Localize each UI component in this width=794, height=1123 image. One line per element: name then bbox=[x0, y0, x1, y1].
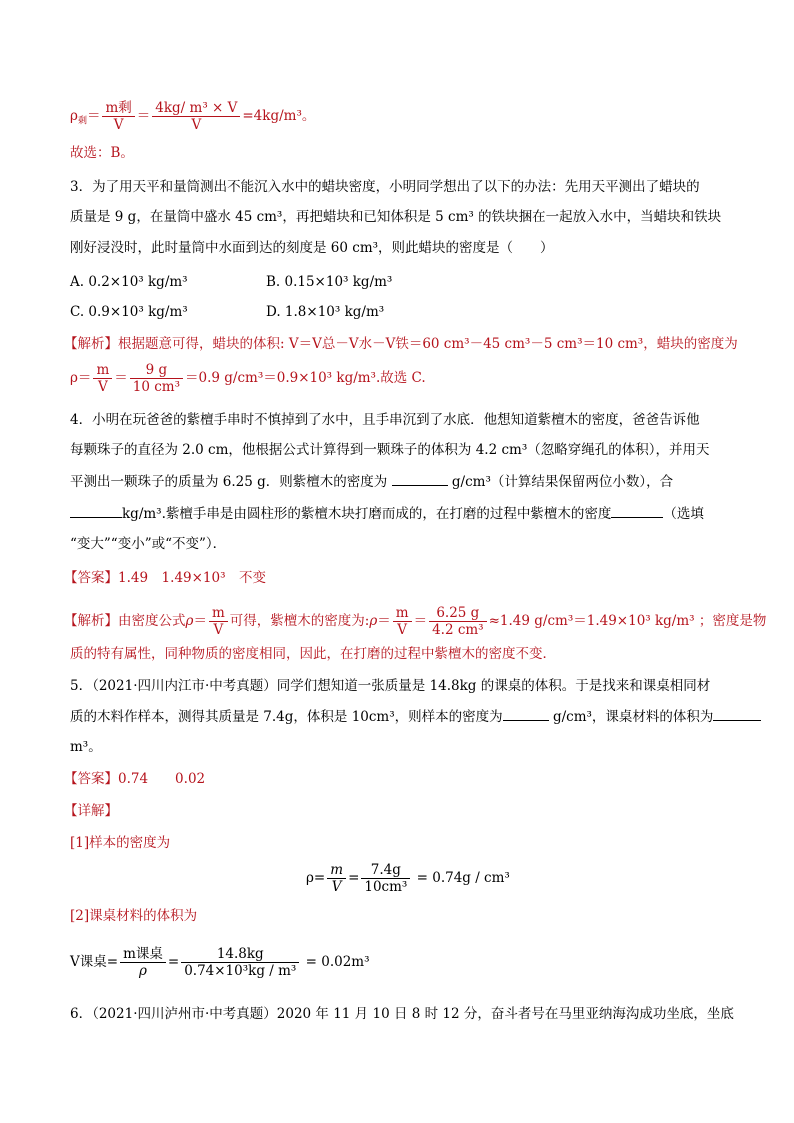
q3-option-b: B. 0.15×10³ kg/m³ bbox=[266, 274, 393, 290]
formula-density-remaining: $\rho_剩=$ $\frac{\text{m剩}}{V}$ ＝ $\frac{\text{4kg/ m³ × V}}{V}$ =4kg/m³。 bbox=[70, 100, 316, 133]
q4-line3: 平测出一颗珠子的质量为 6.25 g．则紫檀木的密度为 g/cm³（计算结果保留两位小数），合 bbox=[70, 471, 673, 492]
q4-line4: kg/m³.紫檀手串是由圆柱形的紫檀木块打磨而成的，在打磨的过程中紫檀木的密度 （选填 bbox=[70, 503, 704, 524]
blank-sample-density bbox=[503, 706, 549, 721]
q5-equation2: V课桌= $\frac{\text{m课桌}}{\rho}$ = $\frac{14.8kg}{\text{0.74×10³kg / m³}}$ = 0.02m³ bbox=[70, 946, 370, 979]
q3-line2: 质量是 9 g，在量筒中盛水 45 cm³，再把蜡块和已知体积是 5 cm³ 的铁块捆在一起放入水中，当蜡块和铁块 bbox=[70, 209, 722, 225]
q3-line1: 3．为了用天平和量筒测出不能沉入水中的蜡块密度，小明同学想出了以下的办法：先用天平测出了蜡块的 bbox=[70, 179, 700, 195]
q3-option-a: A. 0.2×10³ kg/m³ bbox=[70, 274, 188, 290]
q3-analysis-line1: 【解析】根据题意可得，蜡块的体积: V＝V总－V水－V铁＝60 cm³－45 cm³－5 cm³＝10 cm³，蜡块的密度为 bbox=[64, 336, 738, 352]
q5-line3: m³。 bbox=[70, 739, 102, 755]
q3-option-d: D. 1.8×10³ kg/m³ bbox=[266, 304, 385, 320]
q4-answer: 【答案】1.49 1.49×10³ 不变 bbox=[64, 570, 267, 586]
q5-step2: [2]课桌材料的体积为 bbox=[70, 908, 198, 924]
analysis-label: 【解析】 bbox=[64, 336, 118, 352]
q5-line1: 5．（2021·四川内江市·中考真题）同学们想知道一张质量是 14.8kg 的课桌的体积。于是找来和课桌相同材 bbox=[70, 678, 711, 694]
q5-line2: 质的木料作样本，测得其质量是 7.4g，体积是 10cm³，则样本的密度为 g/cm³，课桌材料的体积为 bbox=[70, 706, 761, 727]
q4-analysis-line1: 【解析】由密度公式ρ＝ $\frac{m}{V}$ 可得，紫檀木的密度为:ρ＝ $\frac{m}{V}$ ＝ $\frac{6.25 g}{\text{4.2 cm³}}$ ≈1.49 g/cm³＝1.49×10³ kg/m³ ；密度是物 bbox=[64, 605, 767, 638]
q5-detail-label: 【详解】 bbox=[64, 803, 118, 819]
q3-analysis-line2: ρ＝ $\frac{m}{V}$ ＝ $\frac{9 g}{\text{10 cm³}}$ ＝0.9 g/cm³＝0.9×10³ kg/m³.故选 C. bbox=[70, 362, 426, 395]
q3-option-c: C. 0.9×10³ kg/m³ bbox=[70, 304, 188, 320]
q5-equation1: ρ= $\frac{m}{V}$ = $\frac{7.4g}{\text{10cm³}}$ = 0.74g / cm³ bbox=[306, 862, 510, 895]
q4-analysis-line2: 质的特有属性，同种物质的密度相同，因此，在打磨的过程中紫檀木的密度不变． bbox=[70, 646, 556, 662]
q5-step1: [1]样本的密度为 bbox=[70, 835, 171, 851]
q4-line5: “变大”“变小”或“不变”）． bbox=[70, 536, 227, 552]
q3-line3: 刚好浸没时，此时量筒中水面到达的刻度是 60 cm³，则此蜡块的密度是（ ） bbox=[70, 240, 554, 256]
previous-answer: 故选：B。 bbox=[70, 145, 134, 161]
blank-density-kg bbox=[70, 503, 122, 518]
blank-desk-volume bbox=[713, 706, 761, 721]
q4-line2: 每颗珠子的直径为 2.0 cm，他根据公式计算得到一颗珠子的体积为 4.2 cm³（忽略穿绳孔的体积），并用天 bbox=[70, 442, 710, 458]
q5-answer: 【答案】0.74 0.02 bbox=[64, 771, 206, 787]
blank-density bbox=[392, 471, 448, 486]
q6-line1: 6．（2021·四川泸州市·中考真题）2020 年 11 月 10 日 8 时 12 分，奋斗者号在马里亚纳海沟成功坐底，坐底 bbox=[70, 1006, 734, 1022]
q4-line1: 4．小明在玩爸爸的紫檀手串时不慎掉到了水中，且手串沉到了水底．他想知道紫檀木的密度，爸爸告诉他 bbox=[70, 412, 700, 428]
blank-density-change bbox=[611, 503, 663, 518]
